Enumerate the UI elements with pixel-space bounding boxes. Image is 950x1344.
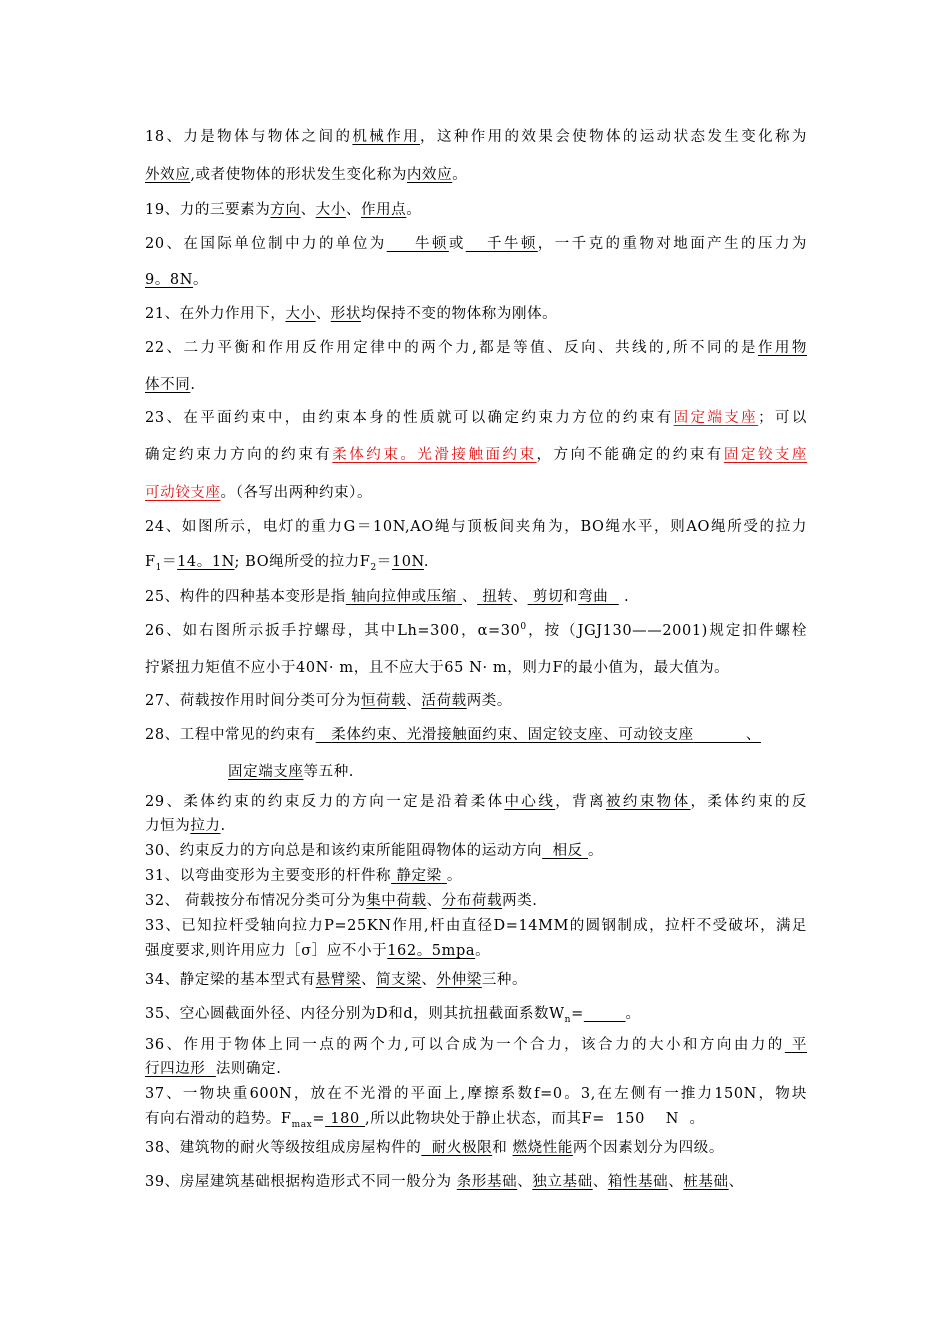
answer: 简支梁 xyxy=(376,972,422,988)
q23-line2: 确定约束力方向的约束有柔体约束。光滑接触面约束，方向不能确定的约束有固定铰支座 xyxy=(145,447,808,463)
answer: 千牛顿 xyxy=(486,236,538,252)
q23-line3: 可动铰支座。（各写出两种约束）。 xyxy=(145,485,373,501)
answer: 内效应 xyxy=(406,167,453,183)
answer: 作用物 xyxy=(757,340,807,356)
answer: 分布荷载 xyxy=(441,893,503,909)
answer: 形状 xyxy=(330,306,361,322)
answer: 弯曲 xyxy=(578,589,609,605)
answer: 扭转 xyxy=(482,589,513,605)
q36-line2: 行四边形 法则确定. xyxy=(145,1061,282,1077)
q38-line: 38、建筑物的耐火等级按组成房屋构件的 耐火极限和 燃烧性能两个因素划分为四级。 xyxy=(145,1140,724,1156)
answer: 9。8N xyxy=(145,272,194,288)
answer: 外伸梁 xyxy=(436,972,482,988)
answer: 大小 xyxy=(315,202,346,218)
answer: 可动铰支座 xyxy=(618,727,694,743)
answer: 行四边形 xyxy=(145,1061,206,1077)
q18-line1: 18、力是物体与物体之间的机械作用，这种作用的效果会使物体的运动状态发生变化称为 xyxy=(145,129,808,145)
answer: 固定端支座 xyxy=(228,764,304,780)
answer: 集中荷载 xyxy=(366,893,427,909)
q36-line1: 36、作用于物体上同一点的两个力,可以合成为一个合力，该合力的大小和方向由力的 平 xyxy=(145,1037,807,1053)
answer: 外效应 xyxy=(145,167,191,183)
q37-line1: 37、一物块重600N，放在不光滑的平面上,摩擦系数f=0。3,在左侧有一推力150N，物块 xyxy=(145,1086,807,1102)
q35-line: 35、空心圆截面外径、内径分别为D和d，则其抗扭截面系数$W_n=$ 。 xyxy=(145,1006,641,1025)
q33-line2: 强度要求,则许用应力［σ］应不小于162。5mpa。 xyxy=(145,943,491,959)
answer: 180 xyxy=(330,1111,360,1127)
q32-line: 32、 荷载按分布情况分类可分为集中荷载、分布荷载两类. xyxy=(145,893,538,909)
q34-line: 34、静定梁的基本型式有悬臂梁、简支梁、外伸梁三种。 xyxy=(145,972,528,988)
q24-line2: $F_1=14$。1N; BO绳所受的拉力$F_2=10N$. xyxy=(145,554,430,573)
answer: 固定铰支座 xyxy=(723,447,808,463)
answer: 方向 xyxy=(270,202,301,218)
answer: 活荷载 xyxy=(421,693,467,709)
q23-line1: 23、在平面约束中，由约束本身的性质就可以确定约束力方位的约束有固定端支座；可以 xyxy=(145,410,808,426)
answer: 大小 xyxy=(285,306,316,322)
answer: 柔体约束 xyxy=(331,727,392,743)
answer: 相反 xyxy=(552,843,583,859)
q29-line1: 29、柔体约束的约束反力的方向一定是沿着柔体中心线，背离被约束物体，柔体约束的反 xyxy=(145,794,807,810)
answer: 光滑接触面约束 xyxy=(406,727,513,743)
answer: 轴向拉伸或压缩 xyxy=(351,589,457,605)
q28-line2: 固定端支座等五种. xyxy=(228,764,355,780)
answer: 耐火极限 xyxy=(431,1140,493,1156)
answer: 静定梁 xyxy=(396,868,442,884)
q31-line: 31、以弯曲变形为主要变形的杆件称 静定梁 。 xyxy=(145,868,463,884)
q26-line2: 拧紧扭力矩值不应小于40N· m，且不应大于65 N· m，则力F的最小值为，最大值为。 xyxy=(145,660,730,676)
answer: 固定端支座 xyxy=(673,410,759,426)
answer: 作用点 xyxy=(360,202,407,218)
q19-line: 19、力的三要素为方向、大小、作用点。 xyxy=(145,202,422,218)
answer: 162。5mpa xyxy=(387,943,476,959)
answer: 机械作用 xyxy=(352,129,421,145)
answer: 恒荷载 xyxy=(360,693,407,709)
q28-line1: 28、工程中常见的约束有 柔体约束、光滑接触面约束、固定铰支座、可动铰支座 、 xyxy=(145,727,761,743)
answer: 燃烧性能 xyxy=(512,1140,573,1156)
answer: 体不同 xyxy=(145,377,191,393)
q27-line: 27、荷载按作用时间分类可分为恒荷载、活荷载两类。 xyxy=(145,693,512,709)
q26-line1: 26、如右图所示扳手拧螺母，其中Lh=300，$\alpha=30^0$，按（JGJ130——2001)规定扣件螺栓 xyxy=(145,622,807,639)
answer: 独立基础 xyxy=(532,1174,593,1190)
q22-line2: 体不同. xyxy=(145,377,196,393)
answer: 箱性基础 xyxy=(607,1174,669,1190)
answer: 牛顿 xyxy=(414,236,449,252)
q20-line1: 20、在国际单位制中力的单位为 牛顿或 千牛顿，一千克的重物对地面产生的压力为 xyxy=(145,236,807,252)
answer: 可动铰支座 xyxy=(145,485,221,501)
answer: 悬臂梁 xyxy=(315,972,361,988)
q18-line2: 外效应,或者使物体的形状发生变化称为内效应。 xyxy=(145,167,468,183)
answer: 拉力 xyxy=(190,818,221,834)
q29-line2: 力恒为拉力. xyxy=(145,818,226,834)
answer: 被约束物体 xyxy=(605,794,691,810)
q30-line: 30、约束反力的方向总是和该约束所能阻碍物体的运动方向 相反 。 xyxy=(145,843,604,859)
q21-line: 21、在外力作用下，大小、形状均保持不变的物体称为刚体。 xyxy=(145,306,558,322)
q25-line: 25、构件的四种基本变形是指 轴向拉伸或压缩 、 扭转、 剪切和弯曲 . xyxy=(145,589,630,605)
answer: 中心线 xyxy=(504,794,556,810)
q22-line1: 22、二力平衡和作用反作用定律中的两个力,都是等值、反向、共线的,所不同的是作用物 xyxy=(145,340,807,356)
q24-line1: 24、如图所示，电灯的重力G＝10N,AO绳与顶板间夹角为，BO绳水平，则AO绳所受的拉力 xyxy=(145,519,807,535)
answer: 14。1N xyxy=(177,554,235,570)
q20-line2: 9。8N。 xyxy=(145,272,209,288)
q39-line: 39、房屋建筑基础根据构造形式不同一般分为 条形基础、独立基础、箱性基础、桩基础、 xyxy=(145,1174,744,1190)
q33-line1: 33、已知拉杆受轴向拉力P=25KN作用,杆由直径D=14MM的圆钢制成，拉杆不受破坏，满足 xyxy=(145,918,807,934)
answer: 桩基础 xyxy=(683,1174,729,1190)
answer: 柔体约束。光滑接触面约束 xyxy=(332,447,537,463)
q37-line2: 有向右滑动的趋势。$F_{max}= 180$ ,所以此物块处于静止状态，而其F= 150 N 。 xyxy=(145,1111,705,1130)
answer: 平 xyxy=(791,1037,807,1053)
answer-blank xyxy=(584,1006,626,1022)
answer: 固定铰支座 xyxy=(527,727,604,743)
answer: 条形基础 xyxy=(456,1174,518,1190)
answer: 10N xyxy=(391,554,424,570)
answer: 剪切 xyxy=(532,589,564,605)
